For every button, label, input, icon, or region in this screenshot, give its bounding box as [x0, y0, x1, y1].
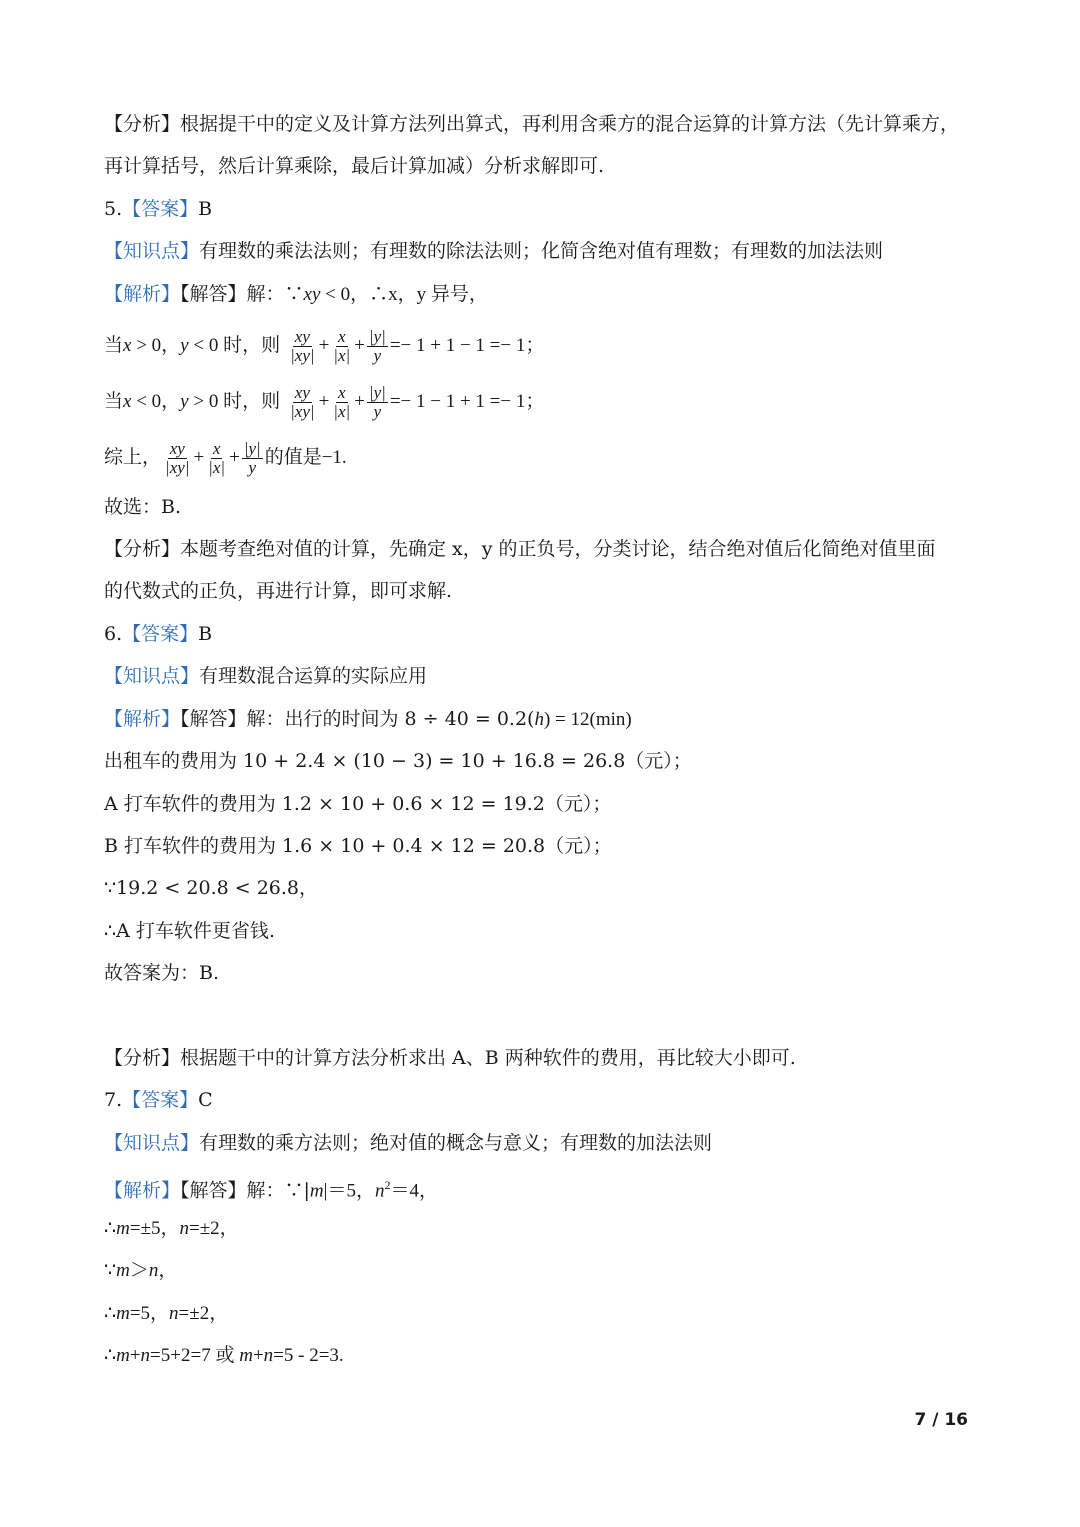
fraction	[242, 440, 263, 477]
text: 有理数的乘法法则；有理数的除法法则；化简含绝对值有理数；有理数的加法法则	[199, 240, 884, 262]
text: 当	[104, 334, 124, 356]
solution-6-line-6	[104, 917, 984, 945]
plus-sign: +	[354, 335, 365, 356]
math-var: y	[180, 391, 189, 412]
solution-6-line-3	[104, 790, 984, 818]
exponent: 2	[384, 1178, 391, 1192]
knowledge-tag: 【知识点】	[104, 665, 200, 687]
text: =− 1 + 1 − 1 =− 1；	[389, 335, 545, 356]
text: ∴	[104, 1344, 117, 1366]
knowledge-7	[104, 1129, 984, 1157]
text: 出租车的费用为 10 + 2.4 × (10 − 3) = 10 + 16.8 = 26.8（元）；	[104, 750, 692, 772]
math-var: x	[123, 335, 132, 356]
text: 【分析】根据提干中的定义及计算方法列出算式，再利用含乘方的混合运算的计算方法（先计算乘方，	[104, 113, 960, 135]
text: 【解答】解：∵	[180, 283, 304, 305]
knowledge-tag: 【知识点】	[104, 240, 200, 262]
denominator: y	[373, 401, 382, 421]
text: 【解答】解：出行的时间为 8 ÷ 40 = 0.2(	[180, 708, 535, 730]
knowledge-5	[104, 237, 984, 265]
text: 有理数的乘方法则；绝对值的概念与意义；有理数的加法法则	[199, 1132, 713, 1154]
answer-value: B	[198, 198, 213, 220]
text: 再计算括号，然后计算乘除，最后计算加减）分析求解即可.	[104, 155, 605, 177]
text: 的代数式的正负，再进行计算，即可求解.	[104, 580, 453, 602]
question-number: 5.	[104, 198, 123, 220]
math-var: h	[534, 709, 544, 730]
solution-7-line-5	[104, 1341, 984, 1370]
text: 当	[104, 390, 124, 412]
answer-5	[104, 195, 984, 223]
numerator: x	[337, 326, 346, 346]
math-var: m	[116, 1303, 130, 1324]
text: 【分析】本题考查绝对值的计算，先确定 x，y 的正负号，分类讨论，结合绝对值后化简绝对值里面	[104, 538, 936, 560]
text: ∴	[104, 1217, 117, 1239]
text: 有理数混合运算的实际应用	[199, 665, 428, 687]
analysis-5-line-1	[104, 535, 984, 563]
fraction	[288, 384, 316, 421]
answer-tag: 【答案】	[122, 1089, 199, 1111]
numerator: xy	[294, 382, 310, 402]
fraction	[163, 440, 191, 477]
solution-5-case-2	[104, 381, 984, 422]
text: ＞	[129, 1260, 149, 1281]
knowledge-tag: 【知识点】	[104, 1132, 200, 1154]
math-var: m	[116, 1345, 130, 1366]
text: ∵	[104, 1259, 117, 1281]
math-var: m	[116, 1218, 130, 1239]
math-var: n	[374, 1180, 385, 1202]
denominator: |xy|	[290, 401, 315, 421]
analysis-6	[104, 1044, 984, 1072]
plus-sign: +	[193, 447, 205, 468]
text: ，	[158, 1260, 178, 1281]
numerator: |y|	[368, 326, 386, 346]
solution-tag: 【解析】	[104, 283, 181, 305]
text: ∴A 打车软件更省钱.	[104, 920, 275, 942]
numerator: xy	[294, 326, 310, 346]
solution-6-line-5	[104, 874, 984, 902]
solution-6-line-4	[104, 832, 984, 860]
text: +	[129, 1345, 141, 1366]
plus-sign: +	[318, 335, 330, 356]
text: =− 1 − 1 + 1 =− 1；	[389, 391, 545, 412]
text: |＝5，	[323, 1180, 375, 1202]
text: +	[252, 1345, 264, 1366]
solution-5-conclusion	[104, 437, 984, 478]
analysis-line-2	[104, 152, 984, 180]
text: 故答案为：B.	[104, 962, 220, 984]
numerator: |y|	[243, 438, 261, 458]
math-var: xy	[303, 284, 321, 305]
math-var: y	[180, 335, 189, 356]
text: ∵19.2 < 20.8 < 26.8，	[104, 877, 319, 899]
denominator: y	[373, 345, 382, 365]
choice-5	[104, 493, 984, 521]
text: =±5，	[129, 1218, 180, 1239]
answer-tag: 【答案】	[122, 623, 199, 645]
math-var: m	[309, 1180, 324, 1202]
text: =5+2=7 或	[150, 1345, 240, 1366]
solution-7-line-3	[104, 1256, 984, 1285]
question-number: 6.	[104, 623, 123, 645]
solution-6-line-1	[104, 705, 984, 734]
fraction	[367, 328, 388, 365]
text: =±2，	[188, 1218, 239, 1239]
fraction	[331, 328, 352, 365]
denominator: |x|	[208, 457, 226, 477]
analysis-5-line-2	[104, 577, 984, 605]
text: A 打车软件的费用为 1.2 × 10 + 0.6 × 12 = 19.2（元）；	[104, 793, 612, 815]
math-var: x	[123, 391, 132, 412]
solution-6-line-7	[104, 959, 984, 987]
answer-7	[104, 1086, 984, 1114]
math-var: n	[179, 1218, 189, 1239]
fraction	[206, 440, 227, 477]
math-var: m	[239, 1345, 253, 1366]
knowledge-6	[104, 662, 984, 690]
text: =±2，	[178, 1303, 229, 1324]
math-var: n	[148, 1260, 159, 1281]
answer-value: C	[198, 1089, 213, 1111]
fraction	[367, 384, 388, 421]
text: ) = 12(min)	[543, 709, 632, 730]
text: =5 - 2=3.	[273, 1345, 344, 1366]
text: < 0，	[131, 391, 181, 412]
text: =5，	[129, 1303, 170, 1324]
math-var: n	[140, 1345, 151, 1366]
text: ＝4，	[390, 1180, 438, 1202]
text: > 0，	[131, 335, 181, 356]
solution-7-line-2	[104, 1214, 984, 1243]
solution-6-line-2	[104, 747, 984, 775]
text: B 打车软件的费用为 1.6 × 10 + 0.4 × 12 = 20.8（元）；	[104, 835, 612, 857]
solution-tag: 【解析】	[104, 708, 181, 730]
text: > 0 时，则	[188, 391, 281, 412]
numerator: x	[212, 438, 221, 458]
text: 的值是−1.	[264, 447, 347, 468]
text: < 0 时，则	[188, 335, 281, 356]
denominator: |xy|	[165, 457, 190, 477]
solution-5-line-1	[104, 280, 984, 309]
answer-6	[104, 620, 984, 648]
text: 综上，	[104, 446, 162, 468]
plus-sign: +	[318, 391, 330, 412]
plus-sign: +	[354, 391, 365, 412]
answer-value: B	[198, 623, 213, 645]
numerator: x	[337, 382, 346, 402]
solution-7-line-1	[104, 1171, 984, 1205]
text: < 0，∴x，y 异号，	[320, 284, 488, 305]
solution-tag: 【解析】	[104, 1179, 181, 1202]
text: ∴	[104, 1302, 117, 1324]
math-var: m	[116, 1260, 130, 1281]
fraction	[331, 384, 352, 421]
answer-tag: 【答案】	[122, 198, 199, 220]
text: 【解答】解：∵|	[180, 1179, 310, 1202]
denominator: y	[248, 457, 257, 477]
numerator: |y|	[368, 382, 386, 402]
text: 【分析】根据题干中的计算方法分析求出 A、B 两种软件的费用，再比较大小即可.	[104, 1047, 796, 1069]
page-number: 7 / 16	[914, 1410, 968, 1430]
analysis-line-1	[104, 110, 984, 138]
math-var: n	[263, 1345, 274, 1366]
solution-5-case-1	[104, 325, 984, 366]
denominator: |x|	[333, 401, 351, 421]
math-var: n	[169, 1303, 179, 1324]
denominator: |xy|	[290, 345, 315, 365]
text: 故选：B.	[104, 496, 182, 518]
fraction	[288, 328, 316, 365]
question-number: 7.	[104, 1089, 123, 1111]
plus-sign: +	[229, 447, 240, 468]
numerator: xy	[169, 438, 185, 458]
denominator: |x|	[333, 345, 351, 365]
solution-7-line-4	[104, 1299, 984, 1328]
